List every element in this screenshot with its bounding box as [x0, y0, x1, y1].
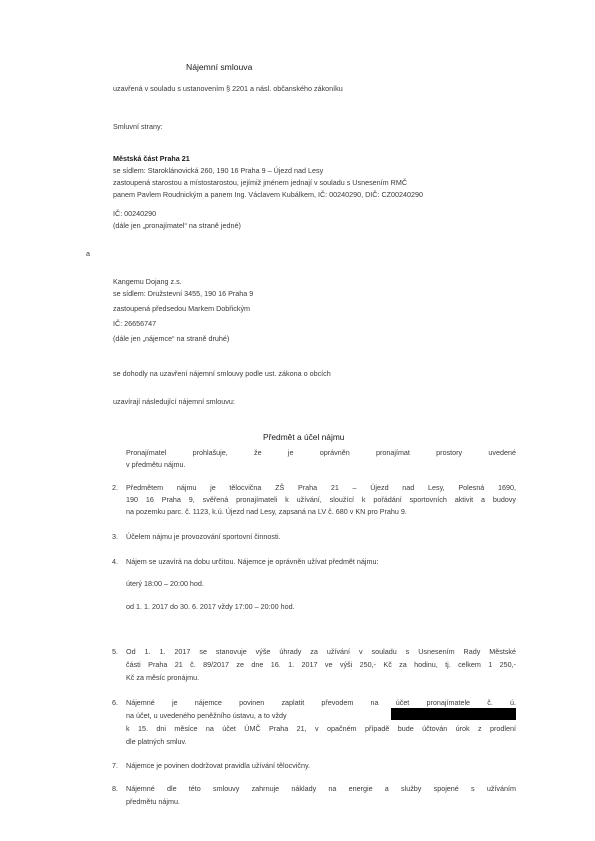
item-number: 8.	[112, 784, 118, 793]
tenant-line: IČ: 26656747	[113, 319, 157, 328]
item-number: 4.	[112, 557, 118, 566]
item-line: na účet, u uvedeného peněžního ústavu, a to vždy	[126, 711, 287, 720]
section-title: Předmět a účel nájmu	[263, 432, 345, 442]
item-line: Předmětem nájmu je tělocvična ZŠ Praha 21 – Újezd nad Lesy, Polesná 1690,	[126, 483, 516, 492]
document-title: Nájemní smlouva	[186, 62, 253, 72]
item-line: 190 16 Praha 9, svěřená pronajímateli k užívání, sloužící k pořádání sportovních aktivit a budovy	[126, 495, 516, 504]
item-number: 3.	[112, 532, 118, 541]
intro-paragraph-line: v předmětu nájmu.	[126, 460, 186, 469]
conclude-line: uzavírají následující nájemní smlouvu:	[113, 397, 235, 406]
redaction-bar	[391, 708, 516, 720]
agreement-line: se dohodly na uzavření nájemní smlouvy podle ust. zákona o obcích	[113, 369, 331, 378]
item-line: Nájem se uzavírá na dobu určitou. Nájemce je oprávněn užívat předmět nájmu:	[126, 557, 379, 566]
item-number: 5.	[112, 647, 118, 656]
schedule-line: úterý 18:00 – 20:00 hod.	[126, 579, 204, 588]
landlord-line: zastoupená starostou a místostarostou, jejímiž jménem jednají v souladu s Usnesením RMČ	[113, 178, 408, 187]
item-number: 6.	[112, 698, 118, 707]
item-line: dle platných smluv.	[126, 737, 187, 746]
intro-paragraph-line: Pronajímatel prohlašuje, že je oprávněn pronajímat prostory uvedené	[126, 448, 516, 457]
intro-line: uzavřená v souladu s ustanovením § 2201 a násl. občanského zákoníku	[113, 84, 343, 93]
item-line: Kč za měsíc pronájmu.	[126, 673, 200, 682]
item-line: k 15. dni měsíce na účet ÚMČ Praha 21, v opačném případě bude účtován úrok z prodlení	[126, 724, 516, 733]
landlord-name: Městská část Praha 21	[113, 154, 190, 163]
tenant-line: (dále jen „nájemce“ na straně druhé)	[113, 334, 230, 343]
item-line: Nájemné je nájemce povinen zaplatit převodem na účet pronajímatele č. ú.	[126, 698, 516, 707]
tenant-name: Kangemu Dojang z.s.	[113, 277, 182, 286]
item-line: na pozemku parc. č. 1123, k.ú. Újezd nad Lesy, zapsaná na LV č. 680 v KN pro Prahu 9.	[126, 507, 407, 516]
schedule-line: od 1. 1. 2017 do 30. 6. 2017 vždy 17:00 – 20:00 hod.	[126, 602, 295, 611]
landlord-line: panem Pavlem Roudnickým a panem Ing. Václavem Kubálkem, IČ: 00240290, DIČ: CZ00240290	[113, 190, 424, 199]
parties-label: Smluvní strany:	[113, 122, 163, 131]
landlord-line: (dále jen „pronajímatel“ na straně jedné)	[113, 221, 241, 230]
item-line: části Praha 21 č. 89/2017 ze dne 16. 1. 2017 ve výši 250,- Kč za hodinu, tj. celkem 1 250,-	[126, 660, 516, 669]
tenant-line: zastoupená předsedou Markem Dobřickým	[113, 304, 251, 313]
and-label: a	[86, 249, 90, 258]
item-number: 2.	[112, 483, 118, 492]
item-number: 7.	[112, 761, 118, 770]
landlord-line: se sídlem: Staroklánovická 260, 190 16 Praha 9 – Újezd nad Lesy	[113, 166, 324, 175]
item-line: předmětu nájmu.	[126, 797, 180, 806]
item-line: Nájemné dle této smlouvy zahrnuje náklady na energie a služby spojené s užíváním	[126, 784, 516, 793]
landlord-line: IČ: 00240290	[113, 209, 157, 218]
item-line: Účelem nájmu je provozování sportovní činnosti.	[126, 532, 281, 541]
tenant-line: se sídlem: Družstevní 3455, 190 16 Praha 9	[113, 289, 254, 298]
item-line: Nájemce je povinen dodržovat pravidla užívání tělocvičny.	[126, 761, 311, 770]
item-line: Od 1. 1. 2017 se stanovuje výše úhrady za užívání v souladu s Usnesením Rady Městské	[126, 647, 516, 656]
